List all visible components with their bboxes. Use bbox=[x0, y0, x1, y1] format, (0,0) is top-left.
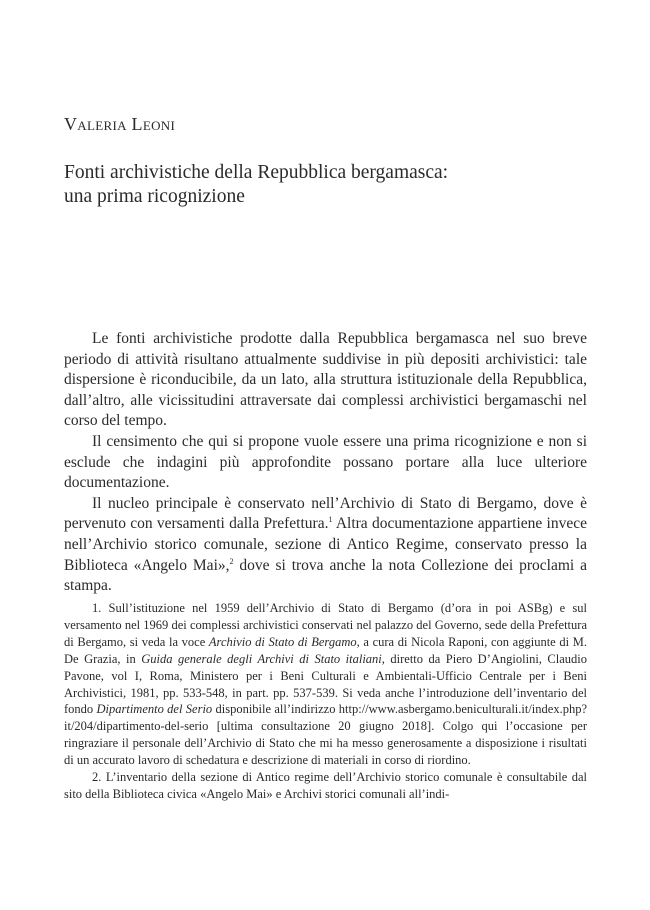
paragraph-3-part-a: Il nucleo principale è conservato nell’Archivio di Stato di Bergamo, dove è pervenuto con versamenti dalla Prefettura. bbox=[64, 494, 587, 533]
paragraph-1: Le fonti archivistiche prodotte dalla Repubblica bergamasca nel suo breve periodo di attività risultano attualmente suddivise in più depositi archivistici: tale dispersione è riconducibile, da un lato, alla struttura istituzionale della Repubblica, dall’altro, alle vicissitudini attraversate dai complessi archivistici bergamaschi nel corso del tempo. bbox=[64, 330, 587, 430]
footnote-ref-2[interactable]: 2 bbox=[229, 556, 234, 566]
paragraph-3 bbox=[64, 494, 587, 597]
article-title bbox=[64, 161, 604, 209]
paragraph-3-part-c: dove si trova anche la nota Collezione dei proclami a stampa. bbox=[64, 556, 587, 595]
footnotes bbox=[64, 600, 587, 803]
title-line-2: una prima ricognizione bbox=[64, 186, 245, 207]
paragraph-2: Il censimento che qui si propone vuole essere una prima ricognizione e non si esclude che indagini più approfondite possano portare alla luce ulteriore documentazione. bbox=[64, 432, 587, 492]
author-name: Valeria Leoni bbox=[64, 114, 176, 134]
footnote-1-part-a: 1. Sull’istituzione nel 1959 dell’Archivio di Stato di Bergamo (d’ora in poi ASBg) e sul versamento nel 1969 dei complessi archivistici conservati nel palazzo del Governo, sede della Prefettura di Bergamo, si veda la voce bbox=[64, 601, 587, 649]
footnote-2: 2. L’inventario della sezione di Antico regime dell’Archivio storico comunale è consultabile dal sito della Biblioteca civica «Angelo Mai» e Archivi storici comunali all’indi- bbox=[64, 770, 587, 801]
footnote-1-part-c: diretto da Piero D’Angiolini, Claudio Pavone, vol I, Roma, Ministero per i Beni Culturali e Ambientali-Ufficio Centrale per i Beni Archivistici, 1981, pp. 533-548, in part. pp. 537-539. Si veda anche l’introduzione dell’inventario del fondo bbox=[64, 651, 587, 717]
footnote-ref-1[interactable]: 1 bbox=[328, 515, 333, 525]
footnote-1 bbox=[64, 600, 587, 769]
footnote-1-part-d: disponibile all’indirizzo http://www.asbergamo.beniculturali.it/index.php?it/204/dipartimento-del-serio [ultima consultazione 20 giugno 2018]. Colgo qui l’occasione per ringraziare il personale dell’Archivio di Stato che mi ha messo generosamente a disposizione i risultati di un accurato lavoro di schedatura e descrizione di materiali in corso di riordino. bbox=[64, 702, 587, 768]
footnote-1-italic-2: Guida generale degli Archivi di Stato italiani, bbox=[141, 651, 385, 666]
title-line-1: Fonti archivistiche della Repubblica bergamasca: bbox=[64, 162, 449, 183]
footnote-1-italic-1: Archivio di Stato di Bergamo bbox=[208, 634, 357, 649]
body-text bbox=[64, 329, 587, 597]
footnote-1-part-b: , a cura di Nicola Raponi, con aggiunte di M. De Grazia, in bbox=[64, 634, 587, 666]
paragraph-3-part-b: Altra documentazione appartiene invece nell’Archivio storico comunale, sezione di Antico Regime, conservato presso la Biblioteca «Angelo Mai», bbox=[64, 515, 587, 574]
footnote-1-italic-3: Dipartimento del Serio bbox=[96, 702, 213, 717]
